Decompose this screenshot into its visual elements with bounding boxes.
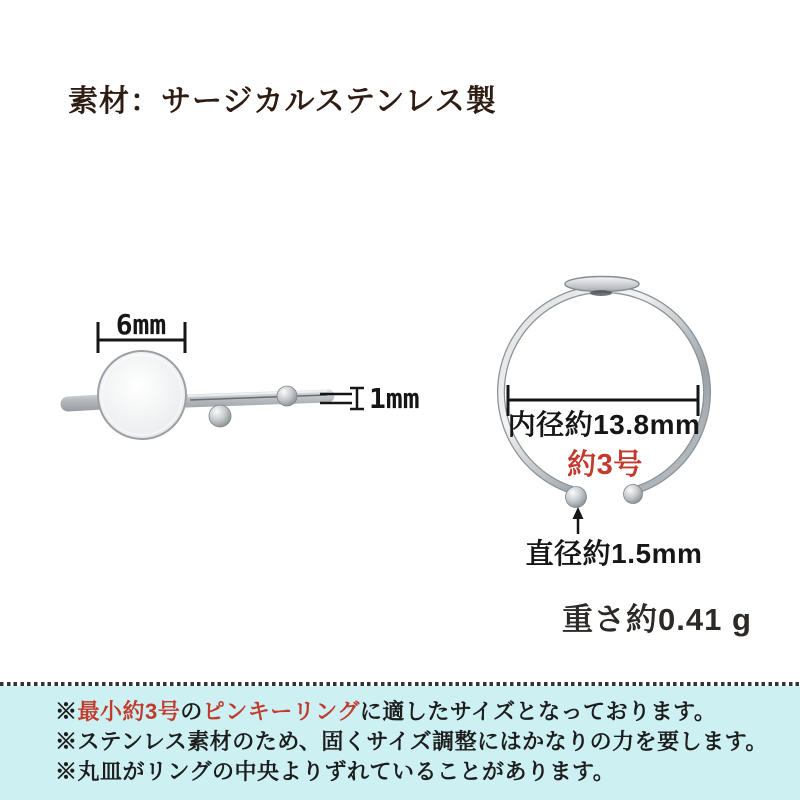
end-ball-right [624,485,643,504]
pad-width-measure [98,308,185,353]
ball-diameter-label: 直径約1.5mm [525,538,703,569]
pad-attachment-seam [590,290,612,296]
band-right [186,396,328,401]
end-ball-left [566,487,587,508]
notes-background [0,686,800,800]
note1-min-size: 最小約3号 [77,699,181,724]
band-thickness-label: 1mm [369,382,420,415]
note-line-1 [55,697,800,727]
note-line-3: ※丸皿がリングの中央よりずれていることがあります。 [55,759,616,784]
band-ball-back [277,386,297,406]
pad-edge-plate [565,277,639,292]
ball-diameter-measure [526,507,703,569]
note1-mark: ※ [55,699,78,724]
ring-side-view [68,351,328,439]
inner-diameter-label: 内径約13.8mm [507,409,701,440]
weight-label: 重さ約0.41 g [562,602,752,637]
note1-pinky-ring: ピンキーリング [202,699,360,724]
band-ball-front [209,405,231,427]
inner-diameter-measure [508,385,701,440]
arrow-head-up [573,507,584,519]
band-left-stub [68,402,102,404]
note-line-2: ※ステンレス素材のため、固くサイズ調整にはかなりの力を要します。 [55,729,768,754]
note1-no: の [180,699,203,724]
note1-rest: に適したサイズとなっております。 [359,699,717,724]
notes-section [0,682,800,800]
material-title: 素材：サージカルステンレス製 [68,85,497,118]
pad-width-label: 6mm [115,308,167,341]
ring-size-label: 約3号 [567,449,643,481]
round-pad [98,351,186,439]
band-thickness-measure [320,382,420,415]
